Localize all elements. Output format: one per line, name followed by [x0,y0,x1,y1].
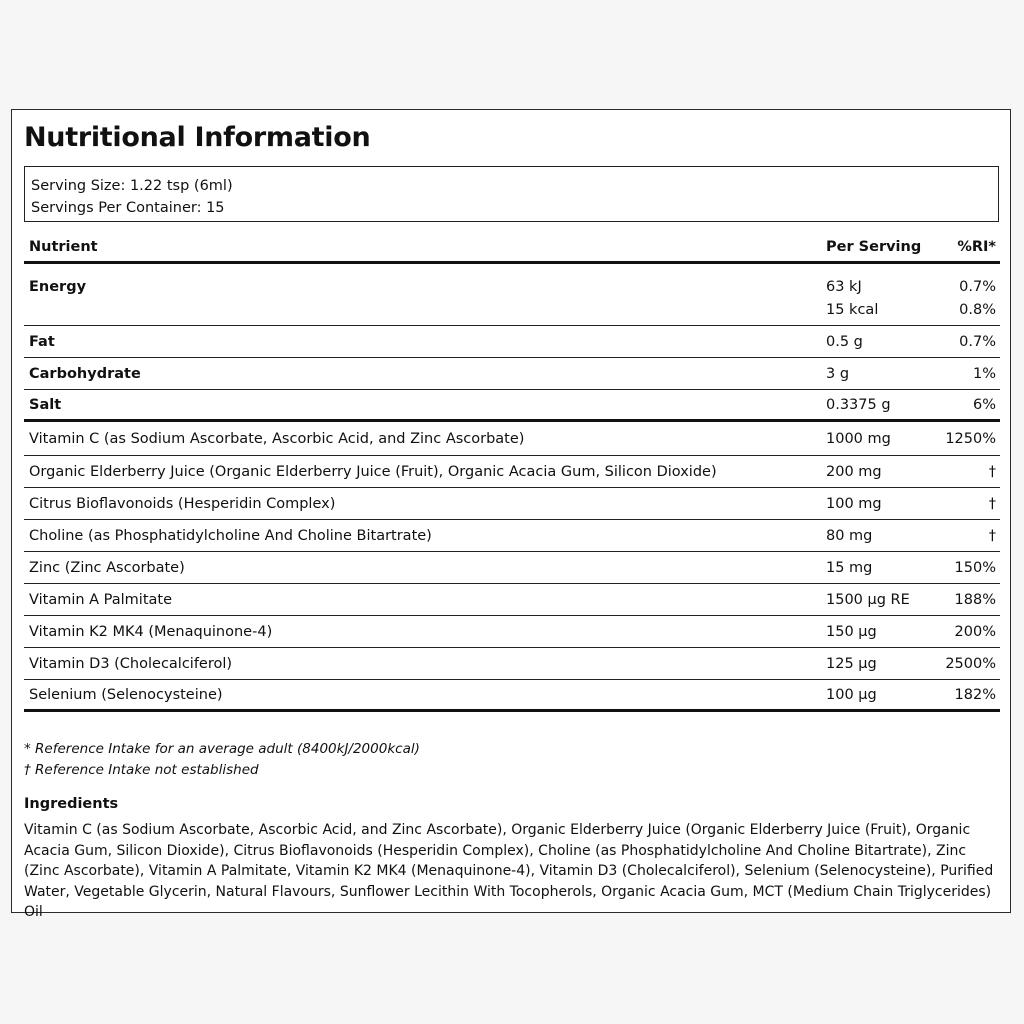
serving-box [24,166,999,222]
nutrient-name: Fat [29,333,55,350]
table-row-selenium [24,680,1000,712]
nutrient-name: Vitamin D3 (Cholecalciferol) [29,655,233,672]
ri-value: 150% [954,559,996,576]
per-serving-value: 0.3375 g [826,396,891,413]
ri-value: † [988,463,996,480]
table-row-fat [24,326,1000,358]
per-serving-value: 0.5 g [826,333,863,350]
ri-value: 182% [954,686,996,703]
table-row-vitamin-a [24,584,1000,616]
nutrient-name: Vitamin K2 MK4 (Menaquinone-4) [29,623,273,640]
ri-value: 1250% [945,430,996,447]
column-header-per-serving: Per Serving [826,238,922,255]
nutrient-table [24,232,1000,712]
table-row-elderberry [24,456,1000,488]
nutrient-name: Vitamin A Palmitate [29,591,173,608]
per-serving-value: 200 mg [826,463,882,480]
servings-per-container: Servings Per Container: 15 [31,200,225,216]
per-serving-value: 150 µg [826,623,877,640]
table-row-vitamin-c [24,422,1000,456]
ingredients-text: Vitamin C (as Sodium Ascorbate, Ascorbic Acid, and Zinc Ascorbate), Organic Elderberry Juice (Organic Elderberry Juice (Fruit), Organic Acacia Gum, Silicon Dioxide), Citrus Bioflavonoids (Hesperidin Complex), Choline (as Phosphatidylcholine And Choline Bitartrate), Zinc (Zinc Ascorbate), Vitamin A Palmitate, Vitamin K2 MK4 (Menaquinone-4), Vitamin D3 (Cholecalciferol), Selenium (Selenocysteine), Purified Water, Vegetable Glycerin, Natural Flavours, Sunflower Lecithin With Tocopherols, Organic Acacia Gum, MCT (Medium Chain Triglycerides) Oil [24,822,994,920]
table-row-vitamin-k2 [24,616,1000,648]
nutrient-name: Energy [29,279,87,295]
nutrient-name: Zinc (Zinc Ascorbate) [29,559,185,576]
nutrient-name: Carbohydrate [29,365,141,382]
per-serving-value: 15 mg [826,559,873,576]
table-row-energy-kj [24,264,1000,295]
per-serving-value: 1500 µg RE [826,591,910,608]
nutrient-name: Organic Elderberry Juice (Organic Elderberry Juice (Fruit), Organic Acacia Gum, Silicon Dioxide) [29,463,717,480]
per-serving-value: 1000 mg [826,430,891,447]
ingredients-title: Ingredients [24,796,119,812]
per-serving-value: 100 µg [826,686,877,703]
per-serving-value: 80 mg [826,527,873,544]
ri-value: 6% [972,396,996,413]
nutrient-name: Choline (as Phosphatidylcholine And Choline Bitartrate) [29,527,432,544]
table-header-row [24,232,1000,264]
ri-value: † [988,527,996,544]
footnotes [24,739,420,781]
ri-value: † [988,495,996,512]
nutrient-name: Salt [29,396,62,413]
nutrient-name: Selenium (Selenocysteine) [29,686,223,703]
page-title: Nutritional Information [24,122,371,153]
per-serving-value: 125 µg [826,655,877,672]
ri-value: 2500% [945,655,996,672]
per-serving-value: 3 g [826,365,850,382]
ri-value: 0.8% [959,302,996,318]
ri-value: 0.7% [959,279,996,295]
ri-value: 0.7% [959,333,996,350]
column-header-nutrient: Nutrient [29,238,98,255]
footnote-ri: * Reference Intake for an average adult (8400kJ/2000kcal) [24,741,420,757]
per-serving-value: 15 kcal [826,302,879,318]
table-row-energy-kcal [24,295,1000,326]
table-row-salt [24,390,1000,422]
nutrient-name: Vitamin C (as Sodium Ascorbate, Ascorbic Acid, and Zinc Ascorbate) [29,430,525,447]
ri-value: 1% [972,365,996,382]
per-serving-value: 100 mg [826,495,882,512]
column-header-ri: %RI* [957,238,996,255]
table-row-vitamin-d3 [24,648,1000,680]
table-row-zinc [24,552,1000,584]
table-row-bioflavonoids [24,488,1000,520]
ri-value: 200% [954,623,996,640]
footnote-dagger: † Reference Intake not established [24,762,259,778]
table-row-choline [24,520,1000,552]
nutrient-name: Citrus Bioflavonoids (Hesperidin Complex) [29,495,336,512]
nutrition-panel [11,109,1011,920]
ri-value: 188% [954,591,996,608]
table-row-carbohydrate [24,358,1000,390]
per-serving-value: 63 kJ [826,279,862,295]
serving-size: Serving Size: 1.22 tsp (6ml) [31,178,233,194]
